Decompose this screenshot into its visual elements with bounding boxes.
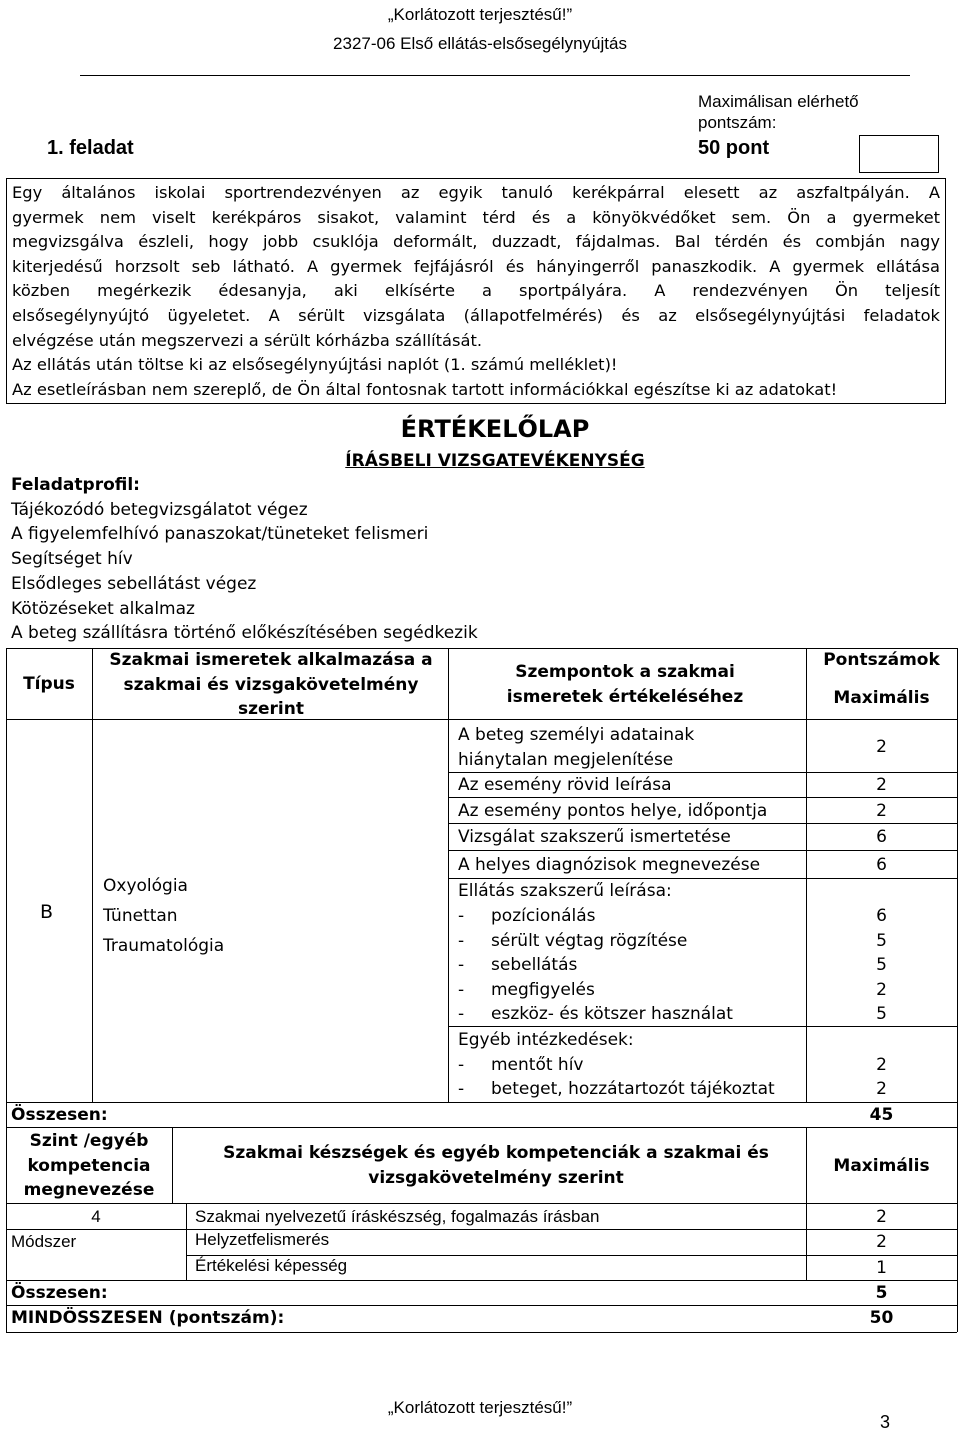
skills-header: Szakmai készségek és egyéb kompetenciák a szakmai és vizsgakövetelmény szerint [223,1143,769,1188]
other-points: 2 [876,1055,887,1075]
case-line: Az ellátás után töltse ki az elsősegélynyújtási naplót (1. számú melléklet)! [12,355,618,375]
criteria-row: Az esemény rövid leírása [458,775,672,795]
profile-item: Kötözéseket alkalmaz [11,598,195,619]
case-line: kiterjedésű horzsolt seb látható. A gyermek fejfájásról és hányingerről panaszkodik. A gyermek ellátása [12,256,940,276]
other-item: mentőt hív [491,1055,584,1075]
evaluation-title: ÉRTÉKELŐLAP [400,415,590,443]
page-number: 3 [880,1412,891,1432]
header-points: Pontszámok [823,650,940,670]
skill-level: 4 [91,1207,101,1226]
max-points-value: 50 pont [698,137,770,159]
dash: - [458,906,465,926]
table-line [6,1203,957,1204]
table-line [448,850,957,851]
care-points: 2 [876,980,887,1000]
profile-item: Tájékozódó betegvizsgálatot végez [11,499,308,520]
criteria-points: 2 [876,801,887,821]
evaluation-subtitle: ÍRÁSBELI VIZSGATEVÉKENYSÉG [345,451,645,471]
care-item: sérült végtag rögzítése [491,931,688,951]
type-value: B [40,901,54,923]
criteria-row: Az esemény pontos helye, időpontja [458,801,768,821]
table-line [957,648,958,1332]
score-entry-box[interactable] [859,135,939,173]
skill-points: 2 [876,1232,887,1252]
header-max: Maximális [833,688,930,708]
skills-total-label: Összesen: [11,1283,108,1303]
case-line: elsősegélynyújtó ügyeletet. A sérült vizsgálata (állapotfelmérés) és az elsősegélynyújtási feladatok [12,305,940,325]
other-item: beteget, hozzátartozót tájékoztat [491,1079,775,1099]
table-line [6,1332,957,1333]
subtotal-value: 45 [869,1105,894,1125]
subject-title: 2327-06 Első ellátás-elsősegélynyújtás [333,34,627,53]
criteria-row: A helyes diagnózisok megnevezése [458,855,761,875]
table-line [448,648,449,1102]
care-item: sebellátás [491,955,578,975]
case-line: közben megérkezik édesanyja, aki elkísérte a sportpályára. A rendezvényen Ön teljesít [12,281,940,301]
task-profile [11,473,478,646]
care-item: pozícionálás [491,906,596,926]
care-item: megfigyelés [491,980,595,1000]
table-line [186,1203,187,1280]
criteria-points: 2 [876,775,887,795]
restricted-notice-footer: „Korlátozott terjesztésű!” [387,1398,573,1417]
subtotal-label: Összesen: [11,1105,108,1125]
dash: - [458,980,465,1000]
header-knowledge: Szakmai ismeretek alkalmazása a szakmai és vizsgakövetelmény szerint [109,650,433,719]
care-item: eszköz- és kötszer használat [491,1004,733,1024]
skills-max-header: Maximális [833,1156,930,1176]
skill-level: Módszer [11,1232,77,1251]
case-description-box [6,178,946,404]
topic-item: Traumatológia [103,936,225,956]
dash: - [458,931,465,951]
grand-total-value: 50 [869,1308,894,1328]
header-type: Típus [23,674,75,694]
case-line: Egy általános iskolai sportrendezvényen az egyik tanuló kerékpárral elesett az aszfaltpályán. A [12,183,940,202]
header-criteria: Szempontok a szakmai ismeretek értékeléséhez [506,662,744,707]
profile-heading: Feladatprofil: [11,475,140,495]
profile-item: A figyelemfelhívó panaszokat/tüneteket felismeri [11,524,429,545]
criteria-points: 6 [876,827,887,847]
skill-item: Szakmai nyelvezetű íráskészség, fogalmazás írásban [195,1207,600,1226]
criteria-row: A beteg személyi adatainak hiánytalan megjelenítése [458,725,695,770]
other-heading: Egyéb intézkedések: [458,1030,634,1050]
care-points: 5 [876,931,887,951]
topic-list [103,871,224,961]
profile-item: Elsődleges sebellátást végez [11,573,257,594]
skills-total-value: 5 [875,1283,888,1303]
profile-item: Segítséget hív [11,549,133,570]
care-points: 6 [876,906,887,926]
case-line: elvégzése után megszervezi a sérült kórházba szállítását. [12,330,483,350]
dash: - [458,1004,465,1024]
case-line: megvizsgálva észleli, hogy jobb csuklója deformált, duzzadt, fájdalmas. Bal térdén és combján nagy [12,232,940,252]
case-line: gyermek nem viselt kerékpáros sisakot, valamint térd és a könyökvédőket sem. Ön a gyermeket [12,207,940,227]
skill-item: Helyzetfelismerés [195,1230,330,1249]
table-line [172,1127,173,1203]
skill-points: 1 [876,1258,887,1278]
care-points: 5 [876,955,887,975]
criteria-row: Vizsgálat szakszerű ismertetése [458,827,731,847]
criteria-points: 6 [876,855,887,875]
dash: - [458,955,465,975]
max-points-label: Maximálisan elérhető pontszám: [698,92,859,132]
dash: - [458,1055,465,1075]
care-points: 5 [876,1004,887,1024]
case-line: Az esetleírásban nem szereplő, de Ön által fontosnak tartott információkkal egészítse ki az adatokat! [12,379,838,399]
criteria-points: 2 [876,737,887,757]
table-line [92,648,93,1102]
task-title: 1. feladat [47,137,134,159]
level-header: Szint /egyéb kompetencia megnevezése [23,1131,155,1200]
topic-item: Tünettan [103,906,178,926]
restricted-notice-header: „Korlátozott terjesztésű!” [387,5,573,24]
profile-item: A beteg szállításra történő előkészítésében segédkezik [11,623,478,644]
other-points: 2 [876,1079,887,1099]
care-heading: Ellátás szakszerű leírása: [458,881,672,901]
topic-item: Oxyológia [103,876,188,896]
header-divider [80,75,910,76]
skill-points: 2 [876,1207,887,1227]
skill-item: Értékelési képesség [195,1256,348,1275]
grand-total-label: MINDÖSSZESEN (pontszám): [11,1308,285,1328]
dash: - [458,1079,465,1099]
